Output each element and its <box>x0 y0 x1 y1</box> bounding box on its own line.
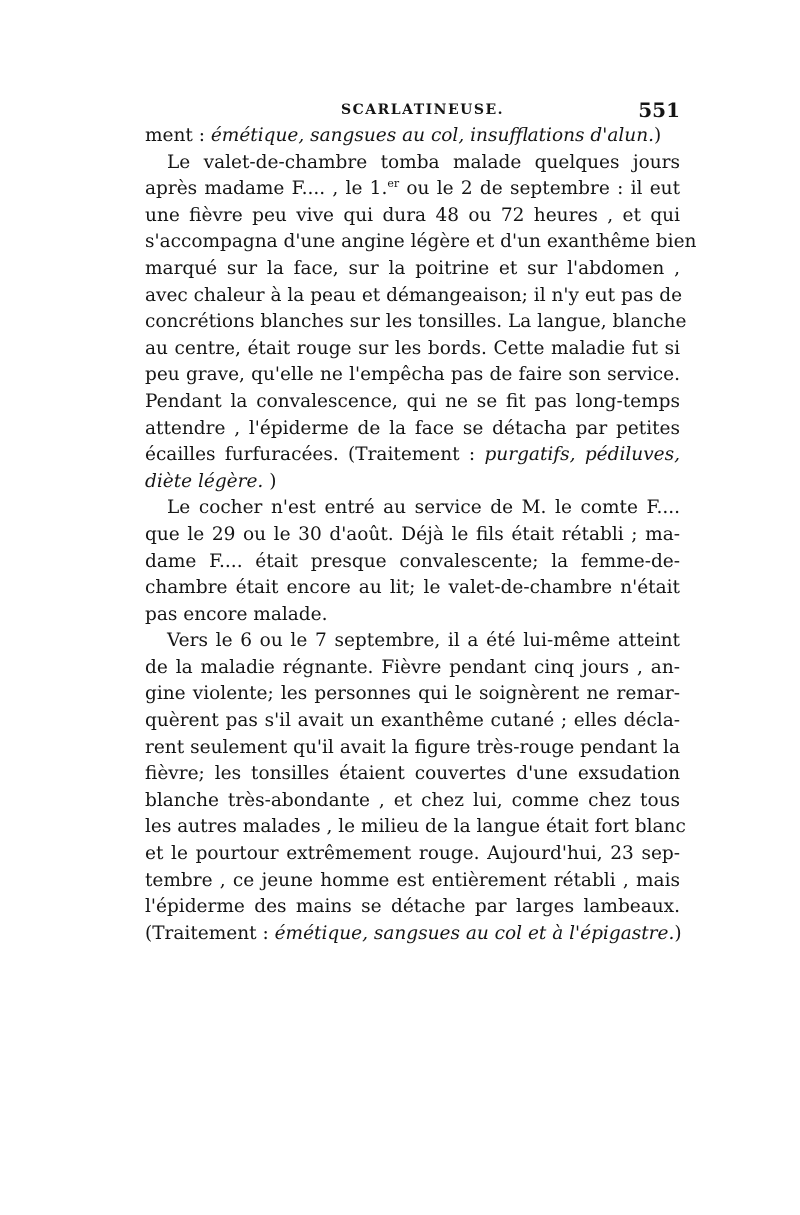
text-segment: pas encore malade. <box>145 603 328 625</box>
text-line <box>145 336 680 363</box>
text-segment: tembre , ce jeune homme est entièrement rétabli , mais <box>145 869 680 891</box>
text-line <box>145 176 680 203</box>
text-line <box>145 549 680 576</box>
text-segment: et le pourtour extrêmement rouge. Aujourd'hui, 23 sep- <box>145 843 680 865</box>
text-segment: Le cocher n'est entré au service de M. le comte F.... <box>167 497 680 519</box>
text-line <box>145 575 680 602</box>
text-line <box>145 495 680 522</box>
text-line <box>145 921 680 948</box>
text-line <box>145 868 680 895</box>
text-segment: s'accompagna d'une angine légère et d'un exanthême bien <box>145 231 697 253</box>
text-segment: quèrent pas s'il avait un exanthême cutané ; elles décla- <box>145 710 680 732</box>
text-segment: les autres malades , le milieu de la langue était fort blanc <box>145 816 686 838</box>
text-line <box>145 628 680 655</box>
text-segment: rent seulement qu'il avait la figure très-rouge pendant la <box>145 736 680 758</box>
text-line <box>145 416 680 443</box>
italic-text: purgatifs, pédiluves, <box>484 444 680 466</box>
text-line <box>145 309 687 336</box>
text-segment: dame F.... était presque convalescente; la femme-de- <box>145 550 680 572</box>
text-segment: chambre était encore au lit; le valet-de-chambre n'était <box>145 577 680 599</box>
text-line <box>145 894 680 921</box>
text-segment: une fièvre peu vive qui dura 48 ou 72 heures , et qui <box>145 204 680 226</box>
text-line <box>145 788 680 815</box>
text-segment: après madame F.... , le 1. <box>145 178 388 200</box>
text-segment: que le 29 ou le 30 d'août. Déjà le fils était rétabli ; ma- <box>145 523 680 545</box>
text-segment: de la maladie régnante. Fièvre pendant cinq jours , an- <box>145 656 680 678</box>
text-segment: ment : <box>145 125 211 146</box>
text-line <box>145 256 680 283</box>
text-segment: l'épiderme des mains se détache par larges lambeaux. <box>145 896 680 918</box>
text-line <box>145 150 680 177</box>
text-segment: concrétions blanches sur les tonsilles. La langue, blanche <box>145 311 687 333</box>
text-line <box>145 442 680 469</box>
italic-text: diète légère. <box>145 470 264 492</box>
text-line <box>145 283 683 310</box>
text-segment: avec chaleur à la peau et démangeaison; il n'y eut pas de <box>145 284 683 306</box>
text-segment: ou le 2 de septembre : il eut <box>399 178 681 200</box>
text-segment: Pendant la convalescence, qui ne se fit pas long-temps <box>145 390 680 412</box>
text-line <box>145 655 680 682</box>
text-line <box>145 602 680 629</box>
text-line <box>145 362 680 389</box>
text-line <box>145 841 680 868</box>
text-line <box>145 735 680 762</box>
text-line <box>145 389 680 416</box>
text-segment: peu grave, qu'elle ne l'empêcha pas de faire son service. <box>145 364 680 386</box>
text-line <box>145 229 697 256</box>
text-segment: gine violente; les personnes qui le soignèrent ne remar- <box>145 683 680 705</box>
text-line <box>145 123 680 150</box>
superscript: er <box>387 177 400 191</box>
text-line <box>145 469 680 496</box>
running-head <box>145 98 680 122</box>
body-text <box>145 123 697 947</box>
text-segment: blanche très-abondante , et chez lui, comme chez tous <box>145 789 680 811</box>
text-segment: fièvre; les tonsilles étaient couvertes d'une exsudation <box>145 763 680 785</box>
text-line <box>145 814 686 841</box>
text-segment: ) <box>263 470 277 492</box>
page-number: 551 <box>638 98 680 122</box>
text-line <box>145 681 680 708</box>
text-line <box>145 203 680 230</box>
text-line <box>145 708 680 735</box>
text-segment: Le valet-de-chambre tomba malade quelques jours <box>167 151 680 173</box>
text-segment: ) <box>674 922 682 944</box>
text-segment: attendre , l'épiderme de la face se détacha par petites <box>145 417 680 439</box>
text-segment: (Traitement : <box>145 922 275 944</box>
italic-text: émétique, sangsues au col et à l'épigastre. <box>274 922 675 944</box>
text-segment: écailles furfuracées. (Traitement : <box>145 444 485 466</box>
italic-text: émétique, sangsues au col, insufflations d'alun. <box>210 125 654 146</box>
running-title: SCARLATINEUSE. <box>341 102 504 118</box>
text-segment: ) <box>654 125 662 146</box>
text-segment: marqué sur la face, sur la poitrine et sur l'abdomen , <box>145 257 680 279</box>
text-line <box>145 522 680 549</box>
text-segment: au centre, était rouge sur les bords. Cette maladie fut si <box>145 337 680 359</box>
text-segment: Vers le 6 ou le 7 septembre, il a été lui-même atteint <box>167 630 680 652</box>
text-line <box>145 761 680 788</box>
